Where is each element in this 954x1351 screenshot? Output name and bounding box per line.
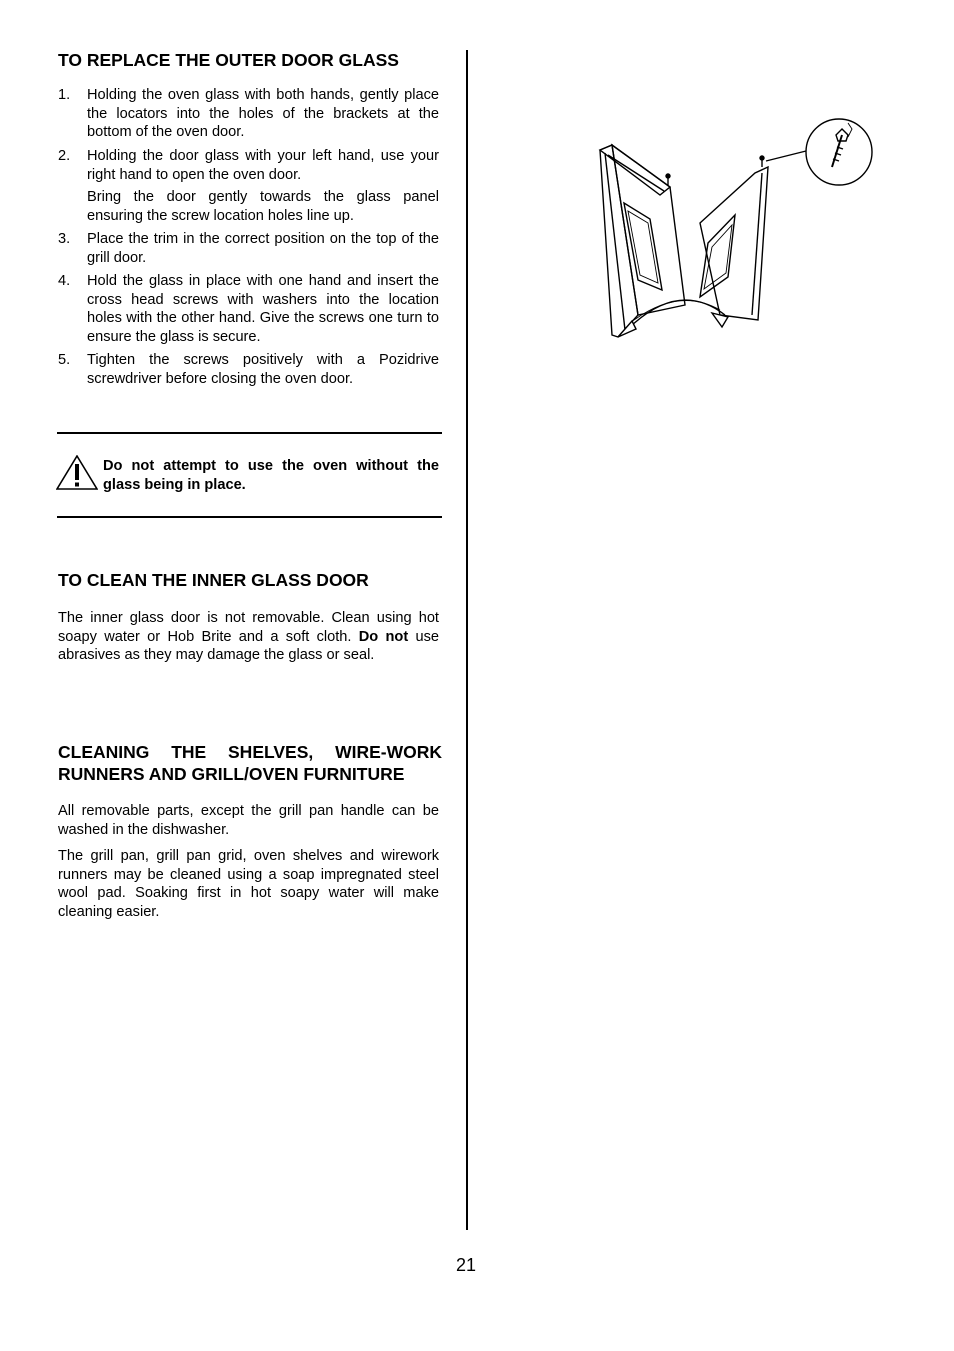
step-text: Hold the glass in place with one hand and insert the cross head screws with washers into the location holes with the other hand. Give the screws one turn to ensure the glass is secure. xyxy=(87,273,439,345)
oven-door-glass-illustration xyxy=(590,115,880,345)
step-text: Holding the door glass with your left hand, use your right hand to open the oven door. xyxy=(87,148,439,183)
shelves-paragraph-2: The grill pan, grill pan grid, oven shelves and wirework runners may be cleaned using a soap impregnated steel wool pad. Soaking first in hot soapy water will make cleaning easier. xyxy=(58,848,439,920)
inner-glass-text-pre: The inner glass door is not removable. Clean using hot soapy water or Hob Brite and a soft cloth. xyxy=(58,610,439,645)
inner-glass-paragraph xyxy=(58,609,439,665)
step-2 xyxy=(58,147,439,225)
section-heading-replace-glass: TO REPLACE THE OUTER DOOR GLASS xyxy=(58,50,399,70)
step-text: Place the trim in the correct position on the top of the grill door. xyxy=(87,231,439,266)
step-number: 2. xyxy=(58,148,71,164)
column-divider xyxy=(466,50,468,1230)
page-number: 21 xyxy=(456,1255,477,1275)
warning-top-rule xyxy=(57,432,442,434)
warning-triangle-icon xyxy=(56,455,98,491)
step-number: 1. xyxy=(58,87,71,103)
warning-text: Do not attempt to use the oven without the glass being in place. xyxy=(103,458,439,493)
step-extra-text: Bring the door gently towards the glass panel ensuring the screw location holes line up. xyxy=(87,189,439,224)
section-heading-shelves: CLEANING THE SHELVES, WIRE-WORK RUNNERS AND GRILL/OVEN FURNITURE xyxy=(58,742,442,784)
inner-glass-text-post: use abrasives as they may damage the glass or seal. xyxy=(58,628,439,664)
section-heading-inner-glass: TO CLEAN THE INNER GLASS DOOR xyxy=(58,570,369,590)
warning-bottom-rule xyxy=(57,516,442,518)
shelves-paragraph-1: All removable parts, except the grill pan handle can be washed in the dishwasher. xyxy=(58,803,439,838)
step-number: 3. xyxy=(58,231,71,247)
step-1 xyxy=(58,86,439,142)
inner-glass-text-bold: Do not xyxy=(358,628,409,645)
step-4 xyxy=(58,272,439,346)
step-text: Tighten the screws positively with a Pozidrive screwdriver before closing the oven door. xyxy=(87,352,439,387)
step-3 xyxy=(58,230,439,267)
step-number: 4. xyxy=(58,273,71,289)
step-number: 5. xyxy=(58,352,71,368)
step-5 xyxy=(58,351,439,388)
step-text: Holding the oven glass with both hands, gently place the locators into the holes of the brackets at the bottom of the oven door. xyxy=(87,87,439,141)
